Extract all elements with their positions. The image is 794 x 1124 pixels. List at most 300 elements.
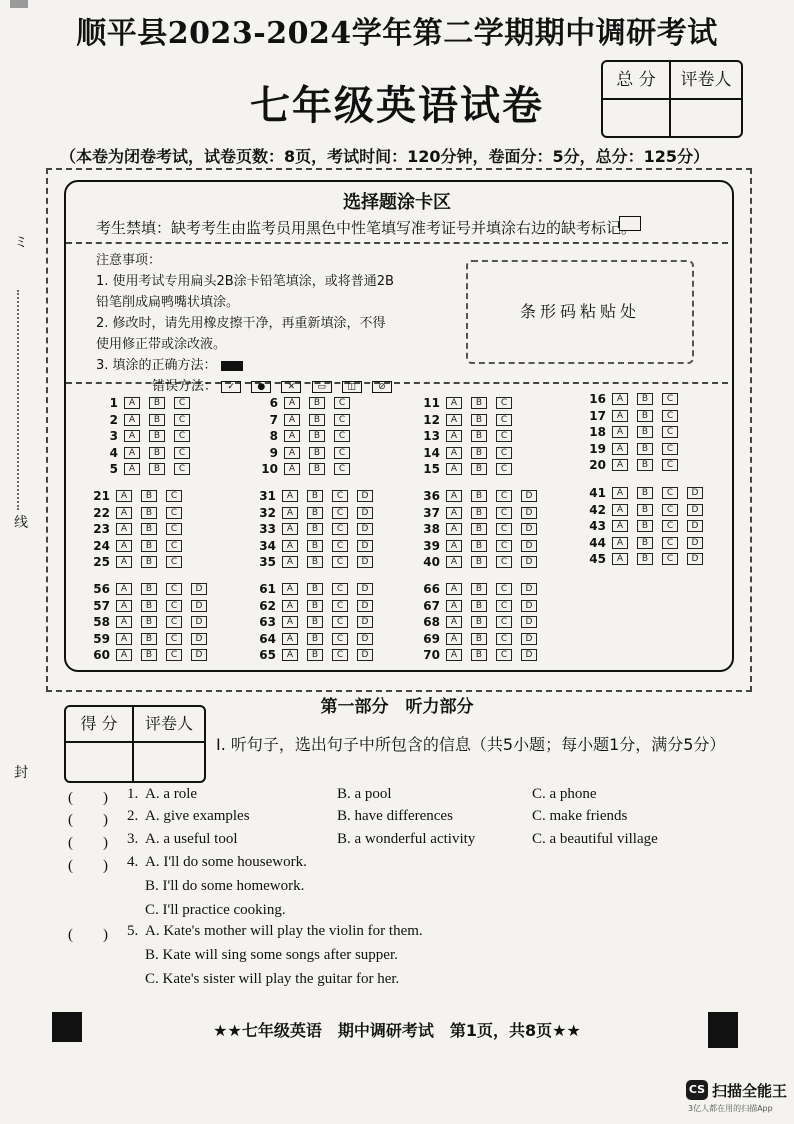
answer-bubble-b[interactable]: B — [141, 540, 157, 552]
answer-bubble-c[interactable]: C — [166, 600, 182, 612]
answer-bubble-a[interactable]: A — [446, 507, 462, 519]
bubble-question-number: 69 — [423, 631, 440, 646]
bubble-question-number: 33 — [259, 522, 276, 536]
answer-bubble-a[interactable]: A — [116, 523, 132, 535]
answer-bubble-c[interactable]: C — [166, 540, 182, 552]
section-grader-label: 评卷人 — [134, 707, 204, 743]
bubble-row — [254, 615, 382, 629]
bubble-question-number: 64 — [259, 631, 276, 646]
answer-bubble-a[interactable]: A — [124, 447, 140, 459]
bubble-row — [88, 506, 191, 520]
answer-bubble-a[interactable]: A — [282, 649, 298, 661]
answer-bubble-a[interactable]: A — [282, 616, 298, 628]
answer-bubble-d[interactable]: D — [191, 633, 207, 645]
bubble-question-number: 41 — [589, 486, 606, 500]
bubble-question-number: 43 — [589, 519, 606, 533]
bubble-row — [256, 396, 359, 410]
answer-bubble-a[interactable]: A — [116, 633, 132, 645]
answer-bubble-b[interactable]: B — [471, 540, 487, 552]
option-c: C. a beautiful village — [532, 831, 658, 847]
score-label: 得 分 — [66, 707, 134, 743]
answer-bubble-b[interactable]: B — [637, 459, 653, 471]
answer-bubble-b[interactable]: B — [307, 600, 323, 612]
answer-bubble-a[interactable]: A — [284, 430, 300, 442]
answer-bubble-b[interactable]: B — [471, 430, 487, 442]
answer-bubble-c[interactable]: C — [662, 426, 678, 438]
answer-bubble-b[interactable]: B — [307, 507, 323, 519]
answer-bubble-a[interactable]: A — [612, 504, 628, 516]
answer-bubble-c[interactable]: C — [166, 633, 182, 645]
answer-bubble-c[interactable]: C — [662, 393, 678, 405]
answer-bubble-a[interactable]: A — [446, 556, 462, 568]
answer-bubble-c[interactable]: C — [332, 523, 348, 535]
part-title: 第一部分 听力部分 — [320, 697, 474, 717]
answer-card-title: 选择题涂卡区 — [343, 192, 451, 213]
bubble-row — [88, 555, 191, 569]
answer-bubble-b[interactable]: B — [637, 410, 653, 422]
bubble-row — [254, 489, 382, 503]
bubble-row — [256, 413, 359, 427]
answer-bubble-b[interactable]: B — [637, 520, 653, 532]
answer-bubble-a[interactable]: A — [612, 393, 628, 405]
side-mark-2: 线 — [14, 515, 28, 531]
bubble-question-number: 13 — [423, 429, 440, 443]
answer-bubble-b[interactable]: B — [141, 556, 157, 568]
bubble-question-number: 59 — [93, 631, 110, 646]
bubble-row — [418, 446, 521, 460]
answer-bubble-b[interactable]: B — [307, 583, 323, 595]
answer-bubble-c[interactable]: C — [332, 583, 348, 595]
answer-bubble-d[interactable]: D — [687, 520, 703, 532]
answer-bubble-a[interactable]: A — [446, 540, 462, 552]
bubble-row — [88, 599, 216, 613]
grader-label: 评卷人 — [671, 62, 741, 100]
answer-bubble-c[interactable]: C — [496, 616, 512, 628]
answer-bubble-b[interactable]: B — [471, 583, 487, 595]
bubble-question-number: 45 — [589, 552, 606, 566]
answer-bubble-a[interactable]: A — [446, 523, 462, 535]
answer-bubble-d[interactable]: D — [521, 600, 537, 612]
bubble-question-number: 11 — [423, 396, 440, 410]
answer-bubble-c[interactable]: C — [334, 430, 350, 442]
answer-paren[interactable]: ( ) — [68, 835, 108, 851]
bubble-question-number: 31 — [259, 489, 276, 503]
answer-bubble-c[interactable]: C — [496, 397, 512, 409]
option-c: C. I'll practice cooking. — [145, 902, 286, 918]
answer-bubble-d[interactable]: D — [357, 616, 373, 628]
answer-bubble-a[interactable]: A — [116, 600, 132, 612]
bubble-row — [96, 396, 199, 410]
bubble-question-number: 44 — [589, 535, 606, 550]
bubble-question-number: 19 — [589, 441, 606, 456]
absent-mark-box[interactable] — [619, 216, 641, 231]
bubble-question-number: 62 — [259, 598, 276, 613]
bubble-question-number: 61 — [259, 582, 276, 596]
answer-paren[interactable]: ( ) — [68, 812, 108, 828]
bubble-row — [418, 489, 546, 503]
answer-bubble-c[interactable]: C — [496, 540, 512, 552]
answer-bubble-a[interactable]: A — [282, 600, 298, 612]
answer-bubble-a[interactable]: A — [446, 600, 462, 612]
answer-bubble-c[interactable]: C — [166, 523, 182, 535]
answer-bubble-a[interactable]: A — [284, 397, 300, 409]
scanner-app-tagline: 3亿人都在用的扫描App — [688, 1104, 773, 1113]
bubble-row — [254, 648, 382, 662]
answer-bubble-a[interactable]: A — [612, 520, 628, 532]
answer-bubble-b[interactable]: B — [149, 447, 165, 459]
answer-bubble-b[interactable]: B — [141, 616, 157, 628]
answer-bubble-b[interactable]: B — [141, 600, 157, 612]
wrong-methods-line: 错误方法： ✓ ● ✕ ▭ ◫ ⊘ — [96, 376, 398, 397]
answer-bubble-a[interactable]: A — [612, 459, 628, 471]
answer-bubble-c[interactable]: C — [496, 490, 512, 502]
answer-bubble-b[interactable]: B — [149, 463, 165, 475]
bubble-row — [254, 539, 382, 553]
answer-bubble-b[interactable]: B — [307, 556, 323, 568]
bubble-question-number: 9 — [269, 445, 278, 460]
bubble-row — [584, 552, 712, 566]
answer-bubble-b[interactable]: B — [637, 443, 653, 455]
bubble-row — [88, 648, 216, 662]
answer-bubble-d[interactable]: D — [357, 490, 373, 502]
answer-bubble-b[interactable]: B — [307, 490, 323, 502]
answer-bubble-c[interactable]: C — [166, 616, 182, 628]
answer-bubble-c[interactable]: C — [332, 649, 348, 661]
note-line: 2. 修改时，请先用橡皮擦干净，再重新填涂，不得 — [96, 316, 386, 331]
answer-bubble-a[interactable]: A — [446, 430, 462, 442]
answer-bubble-a[interactable]: A — [116, 556, 132, 568]
answer-bubble-b[interactable]: B — [307, 616, 323, 628]
answer-bubble-b[interactable]: B — [149, 430, 165, 442]
answer-bubble-a[interactable]: A — [116, 649, 132, 661]
answer-bubble-b[interactable]: B — [307, 633, 323, 645]
answer-bubble-a[interactable]: A — [284, 414, 300, 426]
answer-bubble-a[interactable]: A — [116, 616, 132, 628]
bubble-row — [96, 429, 199, 443]
bubble-row — [584, 392, 687, 406]
answer-bubble-b[interactable]: B — [471, 447, 487, 459]
answer-bubble-a[interactable]: A — [284, 463, 300, 475]
corner-mark-top — [10, 0, 28, 8]
bubble-question-number: 68 — [423, 615, 440, 629]
answer-bubble-a[interactable]: A — [284, 447, 300, 459]
question-number: 5. — [127, 923, 139, 939]
answer-bubble-d[interactable]: D — [357, 540, 373, 552]
answer-bubble-d[interactable]: D — [357, 556, 373, 568]
option-a: A. a useful tool — [145, 831, 238, 847]
answer-bubble-a[interactable]: A — [446, 490, 462, 502]
answer-bubble-b[interactable]: B — [471, 507, 487, 519]
answer-bubble-c[interactable]: C — [662, 520, 678, 532]
answer-bubble-d[interactable]: D — [357, 507, 373, 519]
answer-bubble-b[interactable]: B — [307, 649, 323, 661]
answer-bubble-a[interactable]: A — [446, 649, 462, 661]
bubble-question-number: 67 — [423, 598, 440, 613]
bubble-row — [256, 446, 359, 460]
option-b: B. I'll do some homework. — [145, 878, 305, 894]
bubble-question-number: 16 — [589, 392, 606, 406]
answer-bubble-c[interactable]: C — [332, 540, 348, 552]
option-c: C. Kate's sister will play the guitar for her. — [145, 971, 400, 987]
answer-bubble-c[interactable]: C — [174, 397, 190, 409]
answer-bubble-a[interactable]: A — [282, 540, 298, 552]
question-number: 1. — [127, 786, 139, 802]
answer-bubble-c[interactable]: C — [334, 397, 350, 409]
answer-bubble-d[interactable]: D — [521, 523, 537, 535]
answer-bubble-d[interactable]: D — [191, 583, 207, 595]
option-b: B. have differences — [337, 808, 453, 824]
answer-bubble-c[interactable]: C — [174, 463, 190, 475]
answer-bubble-d[interactable]: D — [357, 600, 373, 612]
bubble-question-number: 20 — [589, 458, 606, 472]
answer-bubble-c[interactable]: C — [166, 490, 182, 502]
answer-bubble-a[interactable]: A — [446, 397, 462, 409]
bubble-row — [256, 462, 359, 476]
answer-bubble-c[interactable]: C — [334, 447, 350, 459]
answer-bubble-c[interactable]: C — [332, 490, 348, 502]
notes — [96, 250, 398, 397]
bubble-question-number: 58 — [93, 615, 110, 629]
bubble-row — [418, 506, 546, 520]
option-a: A. Kate's mother will play the violin for them. — [145, 923, 423, 939]
answer-bubble-b[interactable]: B — [149, 397, 165, 409]
answer-bubble-b[interactable]: B — [471, 616, 487, 628]
bubble-row — [88, 615, 216, 629]
answer-bubble-b[interactable]: B — [471, 600, 487, 612]
bubble-row — [418, 539, 546, 553]
answer-bubble-d[interactable]: D — [357, 633, 373, 645]
answer-bubble-b[interactable]: B — [471, 633, 487, 645]
answer-bubble-c[interactable]: C — [496, 523, 512, 535]
answer-bubble-a[interactable]: A — [124, 463, 140, 475]
bubble-question-number: 66 — [423, 582, 440, 596]
bubble-row — [88, 489, 191, 503]
answer-bubble-a[interactable]: A — [446, 414, 462, 426]
answer-paren[interactable]: ( ) — [68, 858, 108, 874]
answer-bubble-c[interactable]: C — [174, 414, 190, 426]
answer-bubble-b[interactable]: B — [471, 490, 487, 502]
answer-bubble-a[interactable]: A — [282, 507, 298, 519]
answer-bubble-b[interactable]: B — [141, 649, 157, 661]
answer-bubble-c[interactable]: C — [174, 447, 190, 459]
answer-bubble-a[interactable]: A — [612, 410, 628, 422]
answer-bubble-a[interactable]: A — [612, 487, 628, 499]
answer-bubble-d[interactable]: D — [687, 537, 703, 549]
bubble-row — [254, 522, 382, 536]
answer-bubble-a[interactable]: A — [446, 616, 462, 628]
answer-bubble-c[interactable]: C — [496, 600, 512, 612]
answer-bubble-a[interactable]: A — [282, 490, 298, 502]
answer-bubble-c[interactable]: C — [332, 633, 348, 645]
answer-bubble-b[interactable]: B — [309, 447, 325, 459]
answer-bubble-b[interactable]: B — [307, 523, 323, 535]
side-mark-3: 封 — [14, 765, 28, 781]
answer-bubble-a[interactable]: A — [282, 556, 298, 568]
answer-bubble-c[interactable]: C — [662, 410, 678, 422]
answer-bubble-d[interactable]: D — [521, 490, 537, 502]
answer-bubble-a[interactable]: A — [612, 443, 628, 455]
bubble-question-number: 4 — [109, 445, 118, 460]
answer-bubble-d[interactable]: D — [521, 633, 537, 645]
option-b: B. a pool — [337, 786, 392, 802]
answer-bubble-a[interactable]: A — [124, 430, 140, 442]
bubble-question-number: 35 — [259, 555, 276, 569]
answer-bubble-a[interactable]: A — [446, 463, 462, 475]
answer-bubble-a[interactable]: A — [446, 583, 462, 595]
answer-bubble-b[interactable]: B — [637, 553, 653, 565]
bubble-row — [584, 442, 687, 456]
exam-title: 顺平县2023-2024学年第二学期期中调研考试 — [76, 16, 718, 51]
bubble-question-number: 32 — [259, 505, 276, 520]
answer-bubble-a[interactable]: A — [124, 414, 140, 426]
answer-bubble-d[interactable]: D — [357, 523, 373, 535]
answer-bubble-a[interactable]: A — [124, 397, 140, 409]
answer-bubble-c[interactable]: C — [496, 414, 512, 426]
answer-bubble-c[interactable]: C — [496, 447, 512, 459]
answer-bubble-b[interactable]: B — [141, 523, 157, 535]
answer-bubble-c[interactable]: C — [662, 443, 678, 455]
answer-bubble-d[interactable]: D — [521, 507, 537, 519]
option-a: A. I'll do some housework. — [145, 854, 307, 870]
bubble-question-number: 1 — [109, 396, 118, 410]
answer-bubble-b[interactable]: B — [471, 463, 487, 475]
bubble-row — [88, 632, 216, 646]
answer-bubble-d[interactable]: D — [687, 504, 703, 516]
answer-bubble-b[interactable]: B — [141, 583, 157, 595]
answer-bubble-a[interactable]: A — [282, 523, 298, 535]
answer-bubble-b[interactable]: B — [637, 393, 653, 405]
answer-bubble-c[interactable]: C — [166, 507, 182, 519]
answer-bubble-c[interactable]: C — [662, 459, 678, 471]
answer-bubble-d[interactable]: D — [191, 600, 207, 612]
bubble-question-number: 14 — [423, 445, 440, 460]
answer-bubble-b[interactable]: B — [307, 540, 323, 552]
bubble-row — [584, 425, 687, 439]
bubble-question-number: 60 — [93, 648, 110, 662]
answer-bubble-c[interactable]: C — [496, 430, 512, 442]
answer-bubble-c[interactable]: C — [496, 463, 512, 475]
answer-bubble-b[interactable]: B — [141, 490, 157, 502]
answer-bubble-b[interactable]: B — [471, 556, 487, 568]
answer-bubble-b[interactable]: B — [471, 649, 487, 661]
answer-bubble-d[interactable]: D — [191, 649, 207, 661]
answer-bubble-a[interactable]: A — [612, 426, 628, 438]
bubble-row — [584, 458, 687, 472]
answer-bubble-c[interactable]: C — [662, 504, 678, 516]
answer-bubble-c[interactable]: C — [174, 430, 190, 442]
answer-bubble-c[interactable]: C — [332, 507, 348, 519]
answer-bubble-b[interactable]: B — [149, 414, 165, 426]
answer-bubble-c[interactable]: C — [662, 553, 678, 565]
answer-paren[interactable]: ( ) — [68, 790, 108, 806]
answer-bubble-b[interactable]: B — [309, 397, 325, 409]
answer-bubble-c[interactable]: C — [496, 649, 512, 661]
answer-bubble-c[interactable]: C — [332, 616, 348, 628]
answer-bubble-d[interactable]: D — [521, 556, 537, 568]
bubble-question-number: 12 — [423, 412, 440, 427]
barcode-area: 条形码粘贴处 — [466, 260, 694, 364]
answer-bubble-c[interactable]: C — [166, 583, 182, 595]
answer-bubble-b[interactable]: B — [141, 633, 157, 645]
answer-bubble-b[interactable]: B — [309, 463, 325, 475]
bubble-question-number: 17 — [589, 408, 606, 423]
answer-bubble-b[interactable]: B — [309, 430, 325, 442]
answer-bubble-a[interactable]: A — [282, 583, 298, 595]
answer-bubble-b[interactable]: B — [471, 414, 487, 426]
answer-bubble-c[interactable]: C — [496, 633, 512, 645]
answer-bubble-b[interactable]: B — [309, 414, 325, 426]
answer-bubble-d[interactable]: D — [521, 616, 537, 628]
answer-bubble-d[interactable]: D — [357, 583, 373, 595]
bubble-row — [96, 446, 199, 460]
bubble-question-number: 63 — [259, 615, 276, 629]
answer-paren[interactable]: ( ) — [68, 927, 108, 943]
bubble-row — [418, 632, 546, 646]
answer-bubble-c[interactable]: C — [496, 556, 512, 568]
answer-bubble-a[interactable]: A — [612, 553, 628, 565]
answer-bubble-d[interactable]: D — [521, 649, 537, 661]
answer-bubble-c[interactable]: C — [166, 556, 182, 568]
answer-bubble-c[interactable]: C — [334, 463, 350, 475]
bubble-row — [584, 503, 712, 517]
answer-bubble-a[interactable]: A — [116, 540, 132, 552]
answer-bubble-a[interactable]: A — [446, 447, 462, 459]
bubble-question-number: 21 — [93, 489, 110, 503]
answer-bubble-b[interactable]: B — [637, 426, 653, 438]
answer-bubble-b[interactable]: B — [471, 397, 487, 409]
answer-bubble-b[interactable]: B — [471, 523, 487, 535]
bubble-question-number: 5 — [109, 462, 118, 476]
answer-bubble-c[interactable]: C — [662, 487, 678, 499]
answer-bubble-d[interactable]: D — [357, 649, 373, 661]
answer-bubble-d[interactable]: D — [191, 616, 207, 628]
answer-bubble-a[interactable]: A — [612, 537, 628, 549]
answer-bubble-b[interactable]: B — [637, 487, 653, 499]
answer-bubble-c[interactable]: C — [332, 600, 348, 612]
answer-bubble-a[interactable]: A — [116, 583, 132, 595]
wrong-example-dot: ● — [251, 381, 271, 393]
answer-bubble-a[interactable]: A — [116, 490, 132, 502]
answer-bubble-b[interactable]: B — [141, 507, 157, 519]
answer-bubble-c[interactable]: C — [662, 537, 678, 549]
bubble-question-number: 42 — [589, 502, 606, 517]
bubble-row — [254, 506, 382, 520]
question-number: 2. — [127, 808, 139, 824]
option-c: C. make friends — [532, 808, 628, 824]
answer-bubble-b[interactable]: B — [637, 504, 653, 516]
answer-bubble-c[interactable]: C — [332, 556, 348, 568]
bubble-question-number: 65 — [259, 648, 276, 662]
answer-bubble-d[interactable]: D — [687, 487, 703, 499]
answer-bubble-c[interactable]: C — [496, 507, 512, 519]
bubble-row — [418, 522, 546, 536]
answer-bubble-a[interactable]: A — [116, 507, 132, 519]
bubble-row — [584, 486, 712, 500]
bubble-row — [88, 582, 216, 596]
answer-bubble-b[interactable]: B — [637, 537, 653, 549]
answer-bubble-c[interactable]: C — [166, 649, 182, 661]
answer-bubble-a[interactable]: A — [446, 633, 462, 645]
answer-bubble-d[interactable]: D — [687, 553, 703, 565]
answer-bubble-d[interactable]: D — [521, 583, 537, 595]
answer-bubble-d[interactable]: D — [521, 540, 537, 552]
answer-bubble-a[interactable]: A — [282, 633, 298, 645]
bubble-question-number: 40 — [423, 555, 440, 569]
bubble-question-number: 25 — [93, 555, 110, 569]
answer-bubble-c[interactable]: C — [334, 414, 350, 426]
section-score-box — [64, 705, 206, 783]
answer-bubble-c[interactable]: C — [496, 583, 512, 595]
